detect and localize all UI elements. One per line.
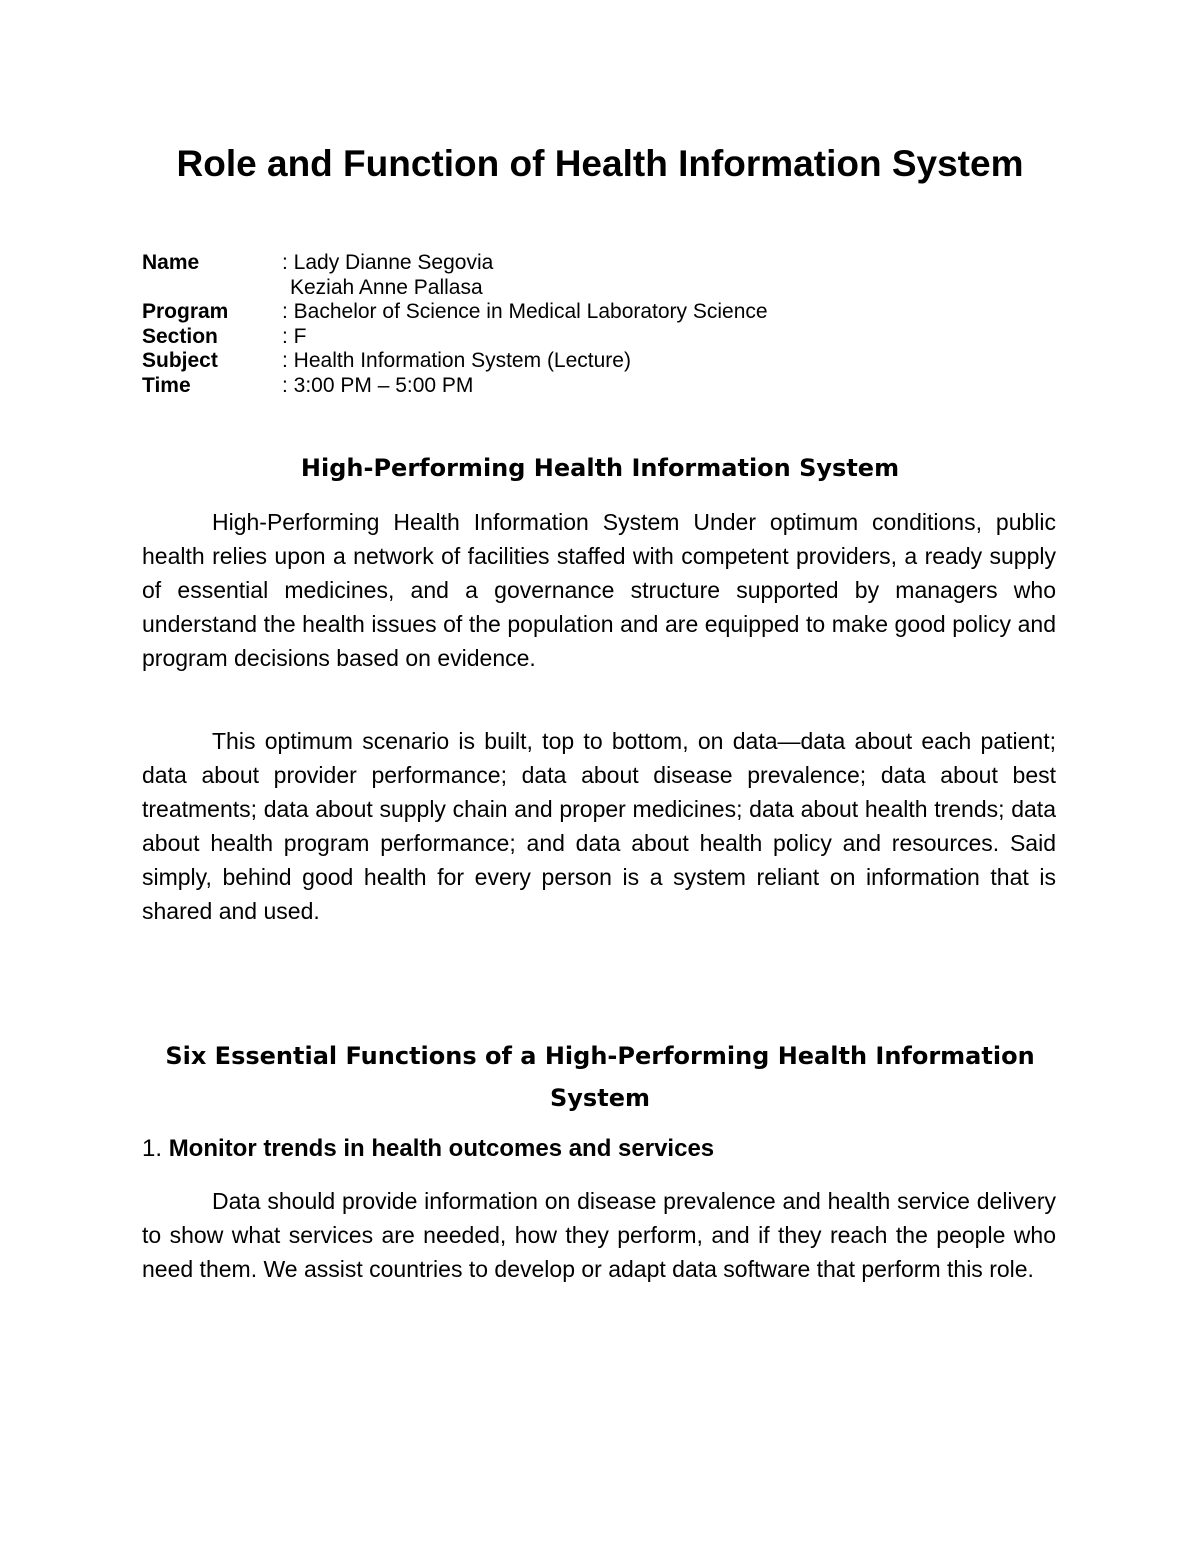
subject-value: : Health Information System (Lecture): [282, 349, 631, 372]
section-label: Section: [142, 324, 218, 348]
info-row-name-2: [142, 276, 768, 301]
document-title: Role and Function of Health Information System: [176, 143, 1024, 184]
paragraph-function-1: Data should provide information on disease prevalence and health service delivery to show what services are needed, how they perform, and if they reach the people who need them. We assist countries to develop or adapt data software that perform this role.: [142, 1188, 1056, 1282]
paragraph-optimum-scenario: This optimum scenario is built, top to bottom, on data—data about each patient; data about provider performance; data about disease prevalence; data about best treatments; data about supply chain and proper medicines; data about health trends; data about health program performance; and data about health policy and resources. Said simply, behind good health for every person is a system reliant on information that is shared and used.: [142, 728, 1056, 924]
time-value: : 3:00 PM – 5:00 PM: [282, 373, 474, 397]
function-1-number: 1.: [142, 1135, 163, 1162]
name-label-spacer: [142, 276, 282, 301]
info-row-time: [142, 374, 768, 399]
function-1-heading: [142, 1132, 714, 1166]
name-value: : Lady Dianne Segovia: [282, 251, 494, 274]
info-row-section: [142, 325, 768, 350]
name-label: Name: [142, 251, 200, 274]
section-heading-six-functions-line1: Six Essential Functions of a High-Performing Health Information: [165, 1042, 1035, 1070]
student-info-block: [142, 251, 768, 398]
info-row-program: [142, 300, 768, 325]
name-value-2: Keziah Anne Pallasa: [290, 275, 483, 299]
info-row-subject: [142, 349, 768, 374]
info-row-name: [142, 251, 768, 276]
paragraph-optimum-conditions: High-Performing Health Information System Under optimum conditions, public health relies upon a network of facilities staffed with competent providers, a ready supply of essential medicines, and a governance structure supported by managers who understand the health issues of the population and are equipped to make good policy and program decisions based on evidence.: [142, 509, 1056, 671]
section-heading-six-functions-line2: System: [550, 1084, 650, 1112]
subject-label: Subject: [142, 349, 218, 372]
section-heading-high-performing: High-Performing Health Information System: [300, 454, 900, 482]
program-label: Program: [142, 300, 229, 323]
program-value: : Bachelor of Science in Medical Laboratory Science: [282, 300, 768, 323]
time-label: Time: [142, 373, 191, 397]
function-1-title: Monitor trends in health outcomes and services: [168, 1135, 715, 1162]
section-value: : F: [282, 324, 307, 348]
